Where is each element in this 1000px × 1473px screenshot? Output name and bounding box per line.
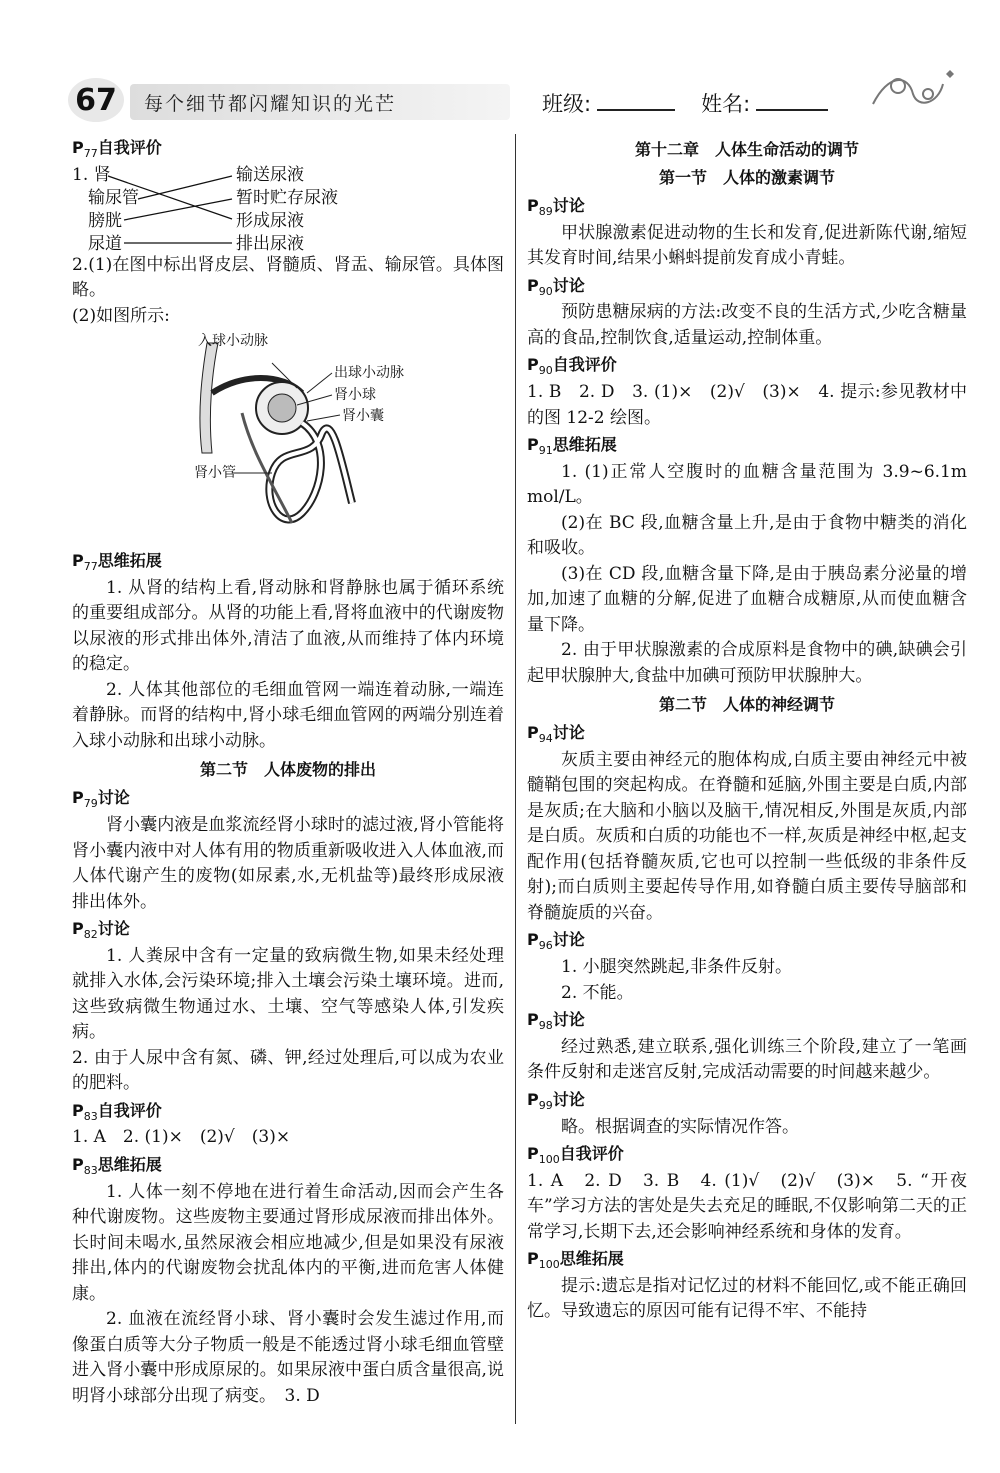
match-right-3: 形成尿液 [236,210,304,231]
section-label: $P_{82}$讨论 [72,919,130,942]
name-blank[interactable] [756,91,828,111]
left-column [72,134,504,1409]
answer-text: 灰质主要由神经元的胞体构成,白质主要由神经元中被髓鞘包围的突起构成。在脊髓和延脑,外围主要是白质,内部是灰质;在大脑和小脑以及脑干,情况相反,外围是灰质,内部是白质。灰质和白质的功能也不一样,灰质是神经中枢,起支配作用(包括脊髓灰质,它也可以控制一些低级的非条件反射);而白质则主要起传导作用,如脊髓白质主要传导脑部和脊髓旋质的兴奋。 [527,749,967,923]
answer-text: 1. (1)正常人空腹时的血糖含量范围为 3.9~6.1m mol/L。 [527,461,967,508]
answer-text: (2)在 BC 段,血糖含量上升,是由于食物中糖类的消化和吸收。 [527,512,967,559]
answer-text: 1. B 2. D 3. (1)× (2)√ (3)× 4. 提示:参见教材中的图 12-2 绘图。 [527,382,967,428]
match-right-1: 输送尿液 [236,164,304,185]
section-label: $P_{100}$自我评价 [527,1144,624,1167]
class-blank[interactable] [597,91,675,111]
section-label: $P_{90}$讨论 [527,275,585,298]
answer-text: 2. 由于人尿中含有氮、磷、钾,经过处理后,可以成为农业的肥料。 [72,1047,504,1094]
match-lines [72,163,242,255]
answer-text: 1. A 2. D 3. B 4. (1)√ (2)√ (3)× 5. “开夜车”学习方法的害处是失去充足的睡眠,不仅影响第二天的正常学习,长期下去,还会影响神经系统和身体的发育。 [527,1170,967,1242]
section-label: $P_{91}$思维拓展 [527,435,617,458]
diagram-label: 入球小动脉 [198,333,268,350]
nephron-diagram [72,333,504,543]
section-label: $P_{90}$自我评价 [527,355,617,378]
answer-text: 1. A 2. (1)× (2)√ (3)× [72,1127,291,1148]
answer-text: 预防患糖尿病的方法:改变不良的生活方式,少吃含糖量高的食品,控制饮食,适量运动,控制体重。 [527,302,967,348]
section-title: 第一节 人体的激素调节 [658,168,835,187]
header-motto: 每个细节都闪耀知识的光芒 [130,84,510,120]
match-left-3: 膀胱 [88,210,122,231]
section-title: 第二节 人体废物的排出 [199,760,376,780]
answer-text: 甲状腺激素促进动物的生长和发育,促进新陈代谢,缩短其发育时间,结果小蝌蚪提前发育成小青蛙。 [527,222,967,269]
page-header [60,70,960,132]
answer-text: 2.(1)在图中标出肾皮层、肾髓质、肾盂、输尿管。具体图略。 [72,254,504,301]
column-divider [515,134,516,1424]
section-label: $P_{98}$讨论 [527,1010,585,1033]
answer-text: 1. 小腿突然跳起,非条件反射。 [561,957,793,978]
student-fields [542,88,828,118]
answer-text: 肾小囊内液是血浆流经肾小球时的滤过液,肾小管能将肾小囊内液中对人体有用的物质重新吸收进入人体血液,而人体代谢产生的废物(如尿素,水,无机盐等)最终形成尿液排出体外。 [72,815,504,912]
section-title: 第二节 人体的神经调节 [658,695,835,715]
section-label: $P_{100}$思维拓展 [527,1249,624,1272]
section-label: $P_{77}$自我评价 [72,138,162,161]
class-label: 班级: [542,92,592,116]
section-label: $P_{99}$讨论 [527,1089,585,1112]
diagram-label: 出球小动脉 [334,365,404,382]
match-right-4: 排出尿液 [236,233,304,254]
answer-text: 2. 人体其他部位的毛细血管网一端连着动脉,一端连着静脉。而肾的结构中,肾小球毛细血管网的两端分别连着入球小动脉和出球小动脉。 [72,679,504,751]
answer-text: 1. 从肾的结构上看,肾动脉和肾静脉也属于循环系统的重要组成部分。从肾的功能上看,肾将血液中的代谢废物以尿液的形式排出体外,清洁了血液,从而维持了体内环境的稳定。 [72,577,504,675]
section-label: $P_{77}$思维拓展 [72,551,162,574]
floral-ornament-icon [868,64,958,114]
answer-text: 略。根据调查的实际情况作答。 [561,1116,799,1137]
answer-text: 1. 人体一刻不停地在进行着生命活动,因而会产生各种代谢废物。这些废物主要通过肾形成尿液而排出体外。长时间未喝水,虽然尿液会相应地减少,但是如果没有尿液排出,体内的代谢废物会扰乱体内的平衡,进而危害人体健康。 [72,1181,504,1304]
chapter-title: 第十二章 人体生命活动的调节 [634,140,859,159]
section-label: $P_{83}$自我评价 [72,1100,162,1123]
section-label: $P_{96}$讨论 [527,930,585,953]
answer-text: (3)在 CD 段,血糖含量下降,是由于胰岛素分泌量的增加,加速了血糖的分解,促进了血糖合成糖原,从而使血糖含量下降。 [527,563,967,635]
diagram-label: 肾小囊 [342,408,384,425]
section-label: $P_{79}$讨论 [72,788,130,811]
answer-text: 2. 由于甲状腺激素的合成原料是食物中的碘,缺碘会引起甲状腺肿大,食盐中加碘可预防甲状腺肿大。 [527,640,967,686]
page-number: 67 [68,78,124,122]
section-label: $P_{83}$思维拓展 [72,1154,162,1178]
diagram-label: 肾小球 [334,387,376,404]
section-label: $P_{94}$讨论 [527,723,585,746]
answer-text: 1. 人粪尿中含有一定量的致病微生物,如果未经处理就排入水体,会污染环境;排入土壤会污染土壤环境。进而,这些致病微生物通过水、土壤、空气等感染人体,引发疾病。 [72,945,504,1043]
match-right-2: 暂时贮存尿液 [236,187,338,208]
answer-text: (2)如图所示: [72,305,170,326]
answer-text: 经过熟悉,建立联系,强化训练三个阶段,建立了一笔画条件反射和走迷宫反射,完成活动需要的时间越来越少。 [527,1036,967,1083]
match-left-4: 尿道 [88,233,122,254]
right-column [527,134,967,1325]
match-left-2: 输尿管 [88,187,139,208]
section-label: $P_{89}$讨论 [527,196,585,219]
answer-text: 2. 不能。 [561,982,634,1003]
matching-exercise [72,163,504,253]
match-left-1: 1. 肾 [72,164,111,185]
answer-text: 提示:遗忘是指对记忆过的材料不能回忆,或不能正确回忆。导致遗忘的原因可能有记得不牢、不能持 [527,1275,967,1322]
name-label: 姓名: [701,92,751,116]
diagram-label: 肾小管 [194,465,236,482]
answer-text: 2. 血液在流经肾小球、肾小囊时会发生滤过作用,而像蛋白质等大分子物质一般是不能透过肾小球毛细血管壁进入肾小囊中形成原尿的。如果尿液中蛋白质含量很高,说明肾小球部分出现了病变。 3. D [72,1309,504,1406]
nephron-illustration [72,333,504,543]
